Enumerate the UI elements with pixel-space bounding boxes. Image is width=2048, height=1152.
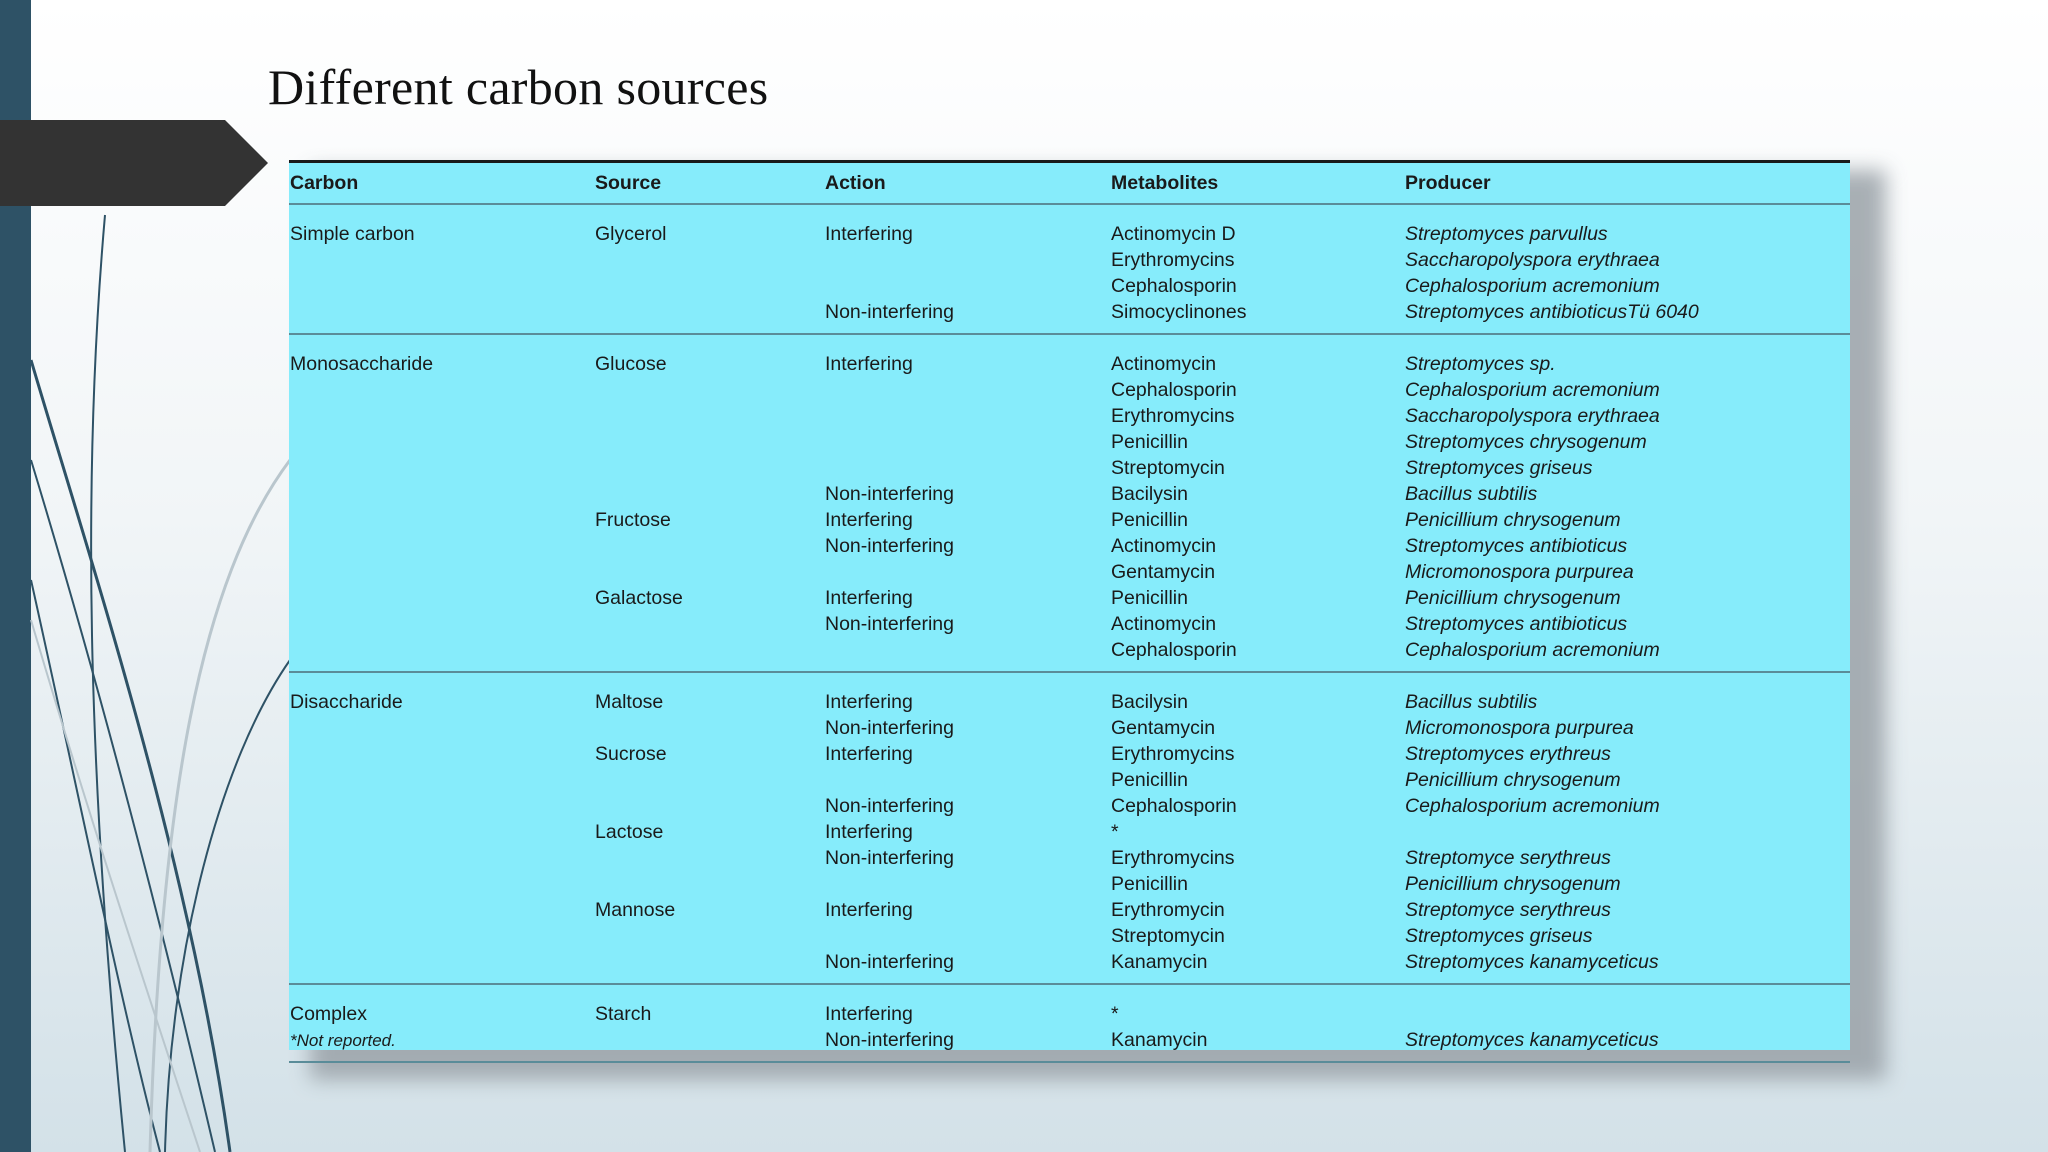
slide-title: Different carbon sources	[268, 59, 769, 115]
cell-action: Interfering	[825, 587, 913, 609]
cell-producer: Penicillium chrysogenum	[1405, 873, 1621, 895]
cell-metabolite: Actinomycin D	[1111, 223, 1236, 245]
cell-producer: Penicillium chrysogenum	[1405, 769, 1621, 791]
cell-metabolite: *	[1111, 1003, 1119, 1025]
cell-action: Non-interfering	[825, 483, 954, 505]
cell-carbon	[289, 741, 594, 767]
cell-source	[594, 403, 824, 429]
cell-carbon	[289, 247, 594, 273]
cell-carbon: Monosaccharide	[290, 353, 434, 375]
cell-action: Non-interfering	[825, 535, 954, 557]
cell-producer: Penicillium chrysogenum	[1405, 587, 1621, 609]
cell-action	[824, 455, 1110, 481]
cell-action: Interfering	[825, 743, 913, 765]
cell-producer	[1404, 819, 1850, 845]
cell-producer: Streptomyces kanamyceticus	[1405, 951, 1659, 973]
table-row	[289, 507, 1850, 533]
cell-source	[594, 871, 824, 897]
cell-carbon	[289, 585, 594, 611]
cell-action: Interfering	[825, 821, 913, 843]
cell-carbon	[289, 273, 594, 299]
table-row	[289, 767, 1850, 793]
table-row	[289, 984, 1850, 1027]
cell-action	[824, 403, 1110, 429]
cell-producer: Cephalosporium acremonium	[1405, 275, 1660, 297]
table-row	[289, 559, 1850, 585]
cell-metabolite: Cephalosporin	[1111, 639, 1237, 661]
cell-carbon	[289, 767, 594, 793]
table-footnote: *Not reported.	[290, 1031, 396, 1050]
header-action: Action	[824, 163, 1110, 204]
cell-action	[824, 273, 1110, 299]
cell-action: Non-interfering	[825, 717, 954, 739]
table-row	[289, 1027, 1850, 1062]
cell-carbon	[289, 559, 594, 585]
cell-action: Non-interfering	[825, 795, 954, 817]
cell-metabolite: Erythromycin	[1111, 899, 1225, 921]
cell-carbon	[289, 429, 594, 455]
cell-action: Interfering	[825, 899, 913, 921]
cell-carbon	[289, 507, 594, 533]
cell-metabolite: Actinomycin	[1111, 535, 1217, 557]
cell-metabolite: Bacilysin	[1111, 483, 1188, 505]
cell-metabolite: Erythromycins	[1111, 249, 1235, 271]
cell-source	[594, 793, 824, 819]
cell-action: Interfering	[825, 509, 913, 531]
table-row	[289, 429, 1850, 455]
cell-source: Glycerol	[595, 223, 667, 245]
cell-action: Interfering	[825, 1003, 913, 1025]
cell-metabolite: Erythromycins	[1111, 405, 1235, 427]
cell-producer: Micromonospora purpurea	[1405, 717, 1634, 739]
table-row	[289, 637, 1850, 672]
cell-producer: Micromonospora purpurea	[1405, 561, 1634, 583]
table-row	[289, 247, 1850, 273]
header-producer: Producer	[1404, 163, 1850, 204]
cell-source: Sucrose	[595, 743, 667, 765]
cell-metabolite: Penicillin	[1111, 769, 1188, 791]
cell-source	[594, 247, 824, 273]
cell-action	[824, 559, 1110, 585]
table-row	[289, 585, 1850, 611]
cell-action	[824, 429, 1110, 455]
cell-source	[594, 299, 824, 334]
cell-action	[824, 767, 1110, 793]
cell-producer: Streptomyces antibioticus	[1405, 613, 1628, 635]
cell-action	[824, 247, 1110, 273]
cell-carbon: Complex	[290, 1003, 367, 1025]
cell-carbon	[289, 377, 594, 403]
cell-source	[594, 559, 824, 585]
cell-carbon	[289, 845, 594, 871]
cell-action	[824, 871, 1110, 897]
table-row	[289, 403, 1850, 429]
table-row	[289, 923, 1850, 949]
cell-action: Non-interfering	[825, 951, 954, 973]
cell-carbon	[289, 819, 594, 845]
cell-source	[594, 949, 824, 984]
table-row	[289, 741, 1850, 767]
cell-producer: Cephalosporium acremonium	[1405, 379, 1660, 401]
cell-metabolite: Kanamycin	[1111, 1029, 1208, 1051]
cell-source	[594, 637, 824, 672]
cell-source	[594, 611, 824, 637]
cell-carbon	[289, 923, 594, 949]
cell-producer: Streptomyces sp.	[1405, 353, 1556, 375]
cell-producer: Cephalosporium acremonium	[1405, 795, 1660, 817]
table-row	[289, 949, 1850, 984]
cell-carbon	[289, 481, 594, 507]
cell-metabolite: *	[1111, 821, 1119, 843]
cell-producer: Streptomyces griseus	[1405, 457, 1593, 479]
table-row	[289, 273, 1850, 299]
carbon-sources-table	[289, 163, 1850, 1063]
cell-metabolite: Streptomycin	[1111, 457, 1225, 479]
cell-metabolite: Penicillin	[1111, 509, 1188, 531]
carbon-sources-table-container	[289, 160, 1850, 1050]
cell-producer: Streptomyces antibioticusTü 6040	[1405, 301, 1699, 323]
table-row	[289, 299, 1850, 334]
cell-source	[594, 481, 824, 507]
table-row	[289, 481, 1850, 507]
table-row	[289, 455, 1850, 481]
cell-carbon	[289, 897, 594, 923]
cell-producer: Streptomyces erythreus	[1405, 743, 1611, 765]
table-row	[289, 819, 1850, 845]
cell-carbon	[289, 637, 594, 672]
header-metabolites: Metabolites	[1110, 163, 1404, 204]
table-row	[289, 845, 1850, 871]
cell-metabolite: Penicillin	[1111, 587, 1188, 609]
cell-producer: Streptomyces griseus	[1405, 925, 1593, 947]
cell-producer: Bacillus subtilis	[1405, 691, 1538, 713]
cell-carbon: Simple carbon	[290, 223, 415, 245]
cell-source	[594, 273, 824, 299]
cell-source	[594, 377, 824, 403]
cell-action: Non-interfering	[825, 1029, 954, 1051]
cell-producer: Streptomyces parvullus	[1405, 223, 1608, 245]
cell-source: Mannose	[595, 899, 676, 921]
cell-producer: Saccharopolyspora erythraea	[1405, 249, 1660, 271]
cell-carbon: Disaccharide	[290, 691, 403, 713]
table-row	[289, 204, 1850, 247]
cell-producer: Streptomyce serythreus	[1405, 847, 1611, 869]
cell-producer: Cephalosporium acremonium	[1405, 639, 1660, 661]
cell-producer: Saccharopolyspora erythraea	[1405, 405, 1660, 427]
cell-action: Non-interfering	[825, 613, 954, 635]
cell-action: Interfering	[825, 353, 913, 375]
cell-metabolite: Bacilysin	[1111, 691, 1188, 713]
cell-metabolite: Gentamycin	[1111, 561, 1216, 583]
cell-carbon	[289, 715, 594, 741]
cell-metabolite: Penicillin	[1111, 431, 1188, 453]
table-header-row	[289, 163, 1850, 204]
cell-carbon	[289, 299, 594, 334]
cell-carbon	[289, 871, 594, 897]
cell-action	[824, 377, 1110, 403]
cell-metabolite: Erythromycins	[1111, 847, 1235, 869]
arrow-tab	[0, 120, 270, 206]
cell-metabolite: Cephalosporin	[1111, 275, 1237, 297]
table-row	[289, 897, 1850, 923]
cell-metabolite: Actinomycin	[1111, 613, 1217, 635]
cell-source	[594, 1027, 824, 1062]
cell-producer: Streptomyces antibioticus	[1405, 535, 1628, 557]
table-row	[289, 793, 1850, 819]
cell-source: Starch	[595, 1003, 652, 1025]
cell-source: Glucose	[595, 353, 667, 375]
cell-metabolite: Actinomycin	[1111, 353, 1217, 375]
cell-source	[594, 845, 824, 871]
table-body	[289, 204, 1850, 1062]
cell-source: Fructose	[595, 509, 671, 531]
cell-source	[594, 455, 824, 481]
table-row	[289, 871, 1850, 897]
cell-source: Maltose	[595, 691, 664, 713]
table-row	[289, 533, 1850, 559]
cell-source	[594, 533, 824, 559]
table-row	[289, 334, 1850, 377]
cell-metabolite: Simocyclinones	[1111, 301, 1247, 323]
cell-action: Non-interfering	[825, 847, 954, 869]
cell-producer: Streptomyces chrysogenum	[1405, 431, 1647, 453]
cell-producer: Streptomyce serythreus	[1405, 899, 1611, 921]
table-row	[289, 672, 1850, 715]
cell-producer: Bacillus subtilis	[1405, 483, 1538, 505]
cell-carbon	[289, 611, 594, 637]
cell-action: Non-interfering	[825, 301, 954, 323]
cell-action	[824, 637, 1110, 672]
cell-producer	[1404, 984, 1850, 1027]
cell-metabolite: Erythromycins	[1111, 743, 1235, 765]
table-row	[289, 611, 1850, 637]
cell-producer: Streptomyces kanamyceticus	[1405, 1029, 1659, 1051]
cell-source	[594, 429, 824, 455]
cell-source	[594, 715, 824, 741]
cell-metabolite: Cephalosporin	[1111, 379, 1237, 401]
cell-carbon	[289, 793, 594, 819]
table-row	[289, 715, 1850, 741]
header-carbon: Carbon	[289, 163, 594, 204]
table-row	[289, 377, 1850, 403]
cell-carbon	[289, 533, 594, 559]
cell-carbon	[289, 455, 594, 481]
cell-action: Interfering	[825, 691, 913, 713]
cell-source: Galactose	[595, 587, 683, 609]
cell-source: Lactose	[595, 821, 664, 843]
cell-metabolite: Streptomycin	[1111, 925, 1225, 947]
cell-metabolite: Kanamycin	[1111, 951, 1208, 973]
cell-metabolite: Cephalosporin	[1111, 795, 1237, 817]
cell-source	[594, 767, 824, 793]
cell-action: Interfering	[825, 223, 913, 245]
cell-metabolite: Gentamycin	[1111, 717, 1216, 739]
cell-source	[594, 923, 824, 949]
cell-carbon	[289, 949, 594, 984]
cell-action	[824, 923, 1110, 949]
cell-carbon	[289, 403, 594, 429]
cell-producer: Penicillium chrysogenum	[1405, 509, 1621, 531]
header-source: Source	[594, 163, 824, 204]
cell-metabolite: Penicillin	[1111, 873, 1188, 895]
